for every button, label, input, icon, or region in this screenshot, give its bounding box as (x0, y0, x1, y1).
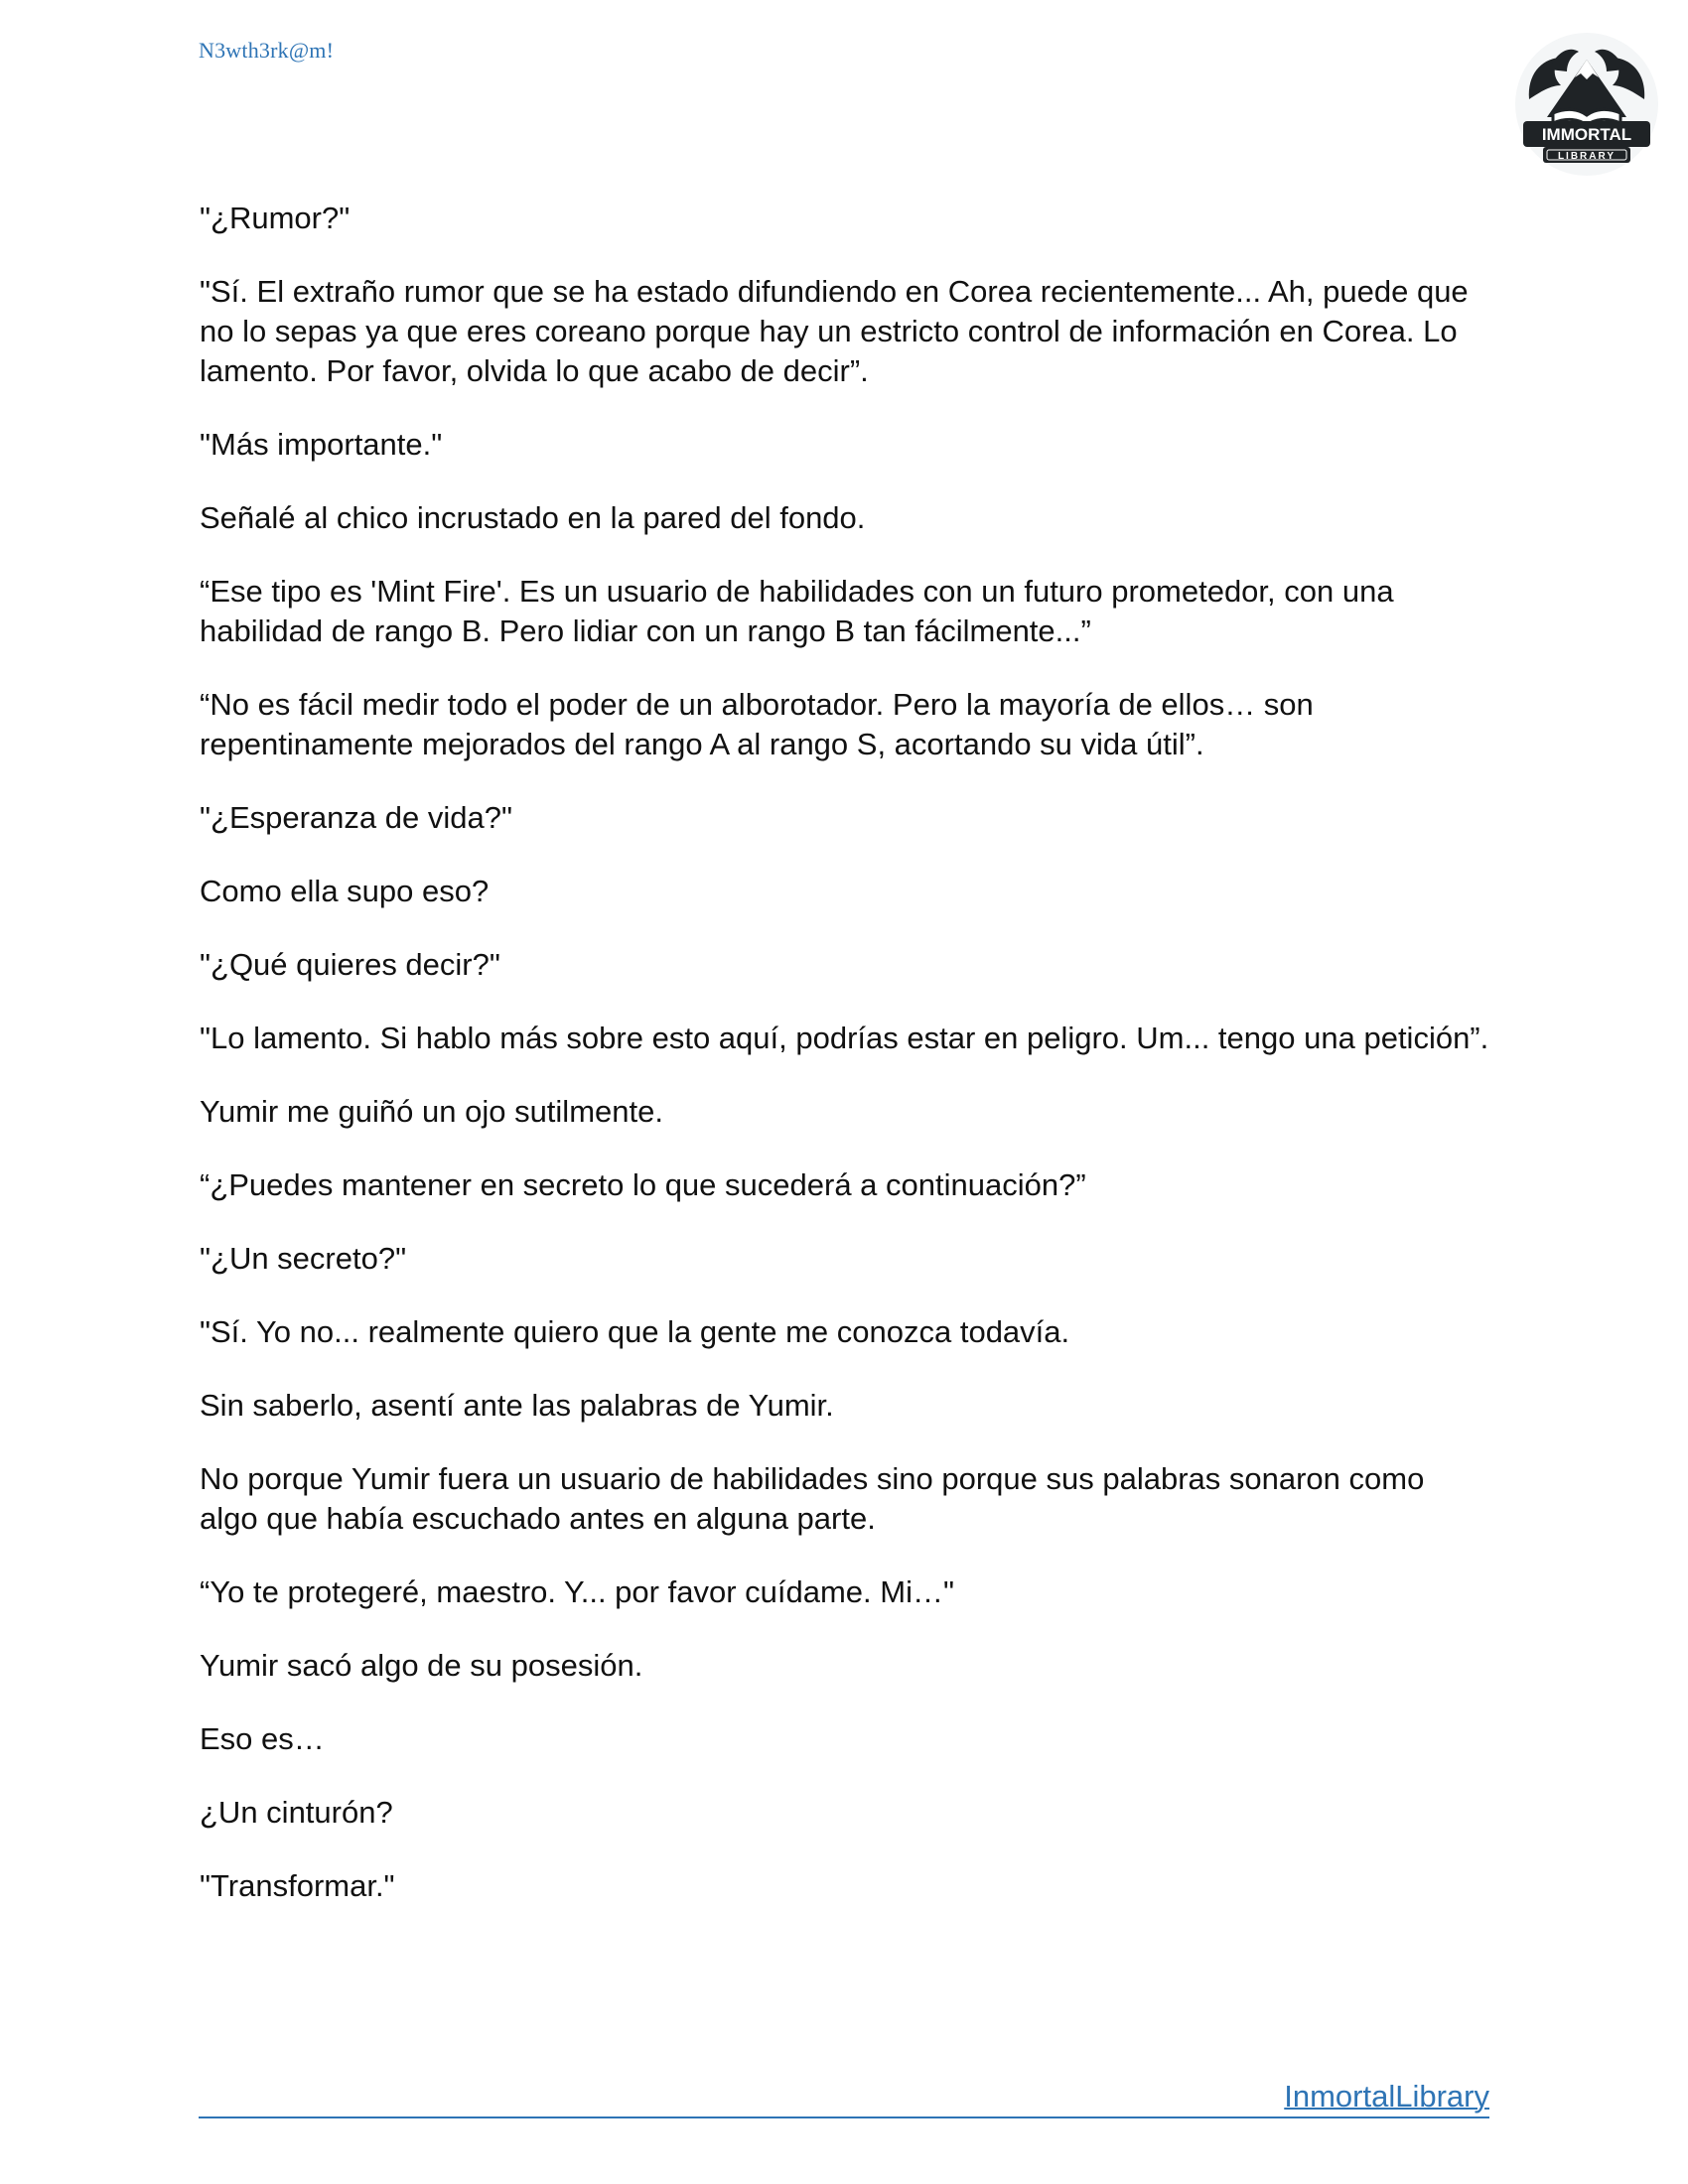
paragraph: "Más importante." (200, 427, 443, 462)
dragon-emblem-icon (1509, 30, 1664, 179)
paragraph: Eso es… (200, 1721, 325, 1756)
paragraph: "¿Un secreto?" (200, 1241, 407, 1276)
paragraph: ¿Un cinturón? (200, 1795, 393, 1830)
paragraph: "¿Qué quieres decir?" (200, 947, 500, 982)
immortal-library-logo (1509, 30, 1664, 179)
paragraph: "¿Esperanza de vida?" (200, 800, 512, 835)
paragraph: “Ese tipo es 'Mint Fire'. Es un usuario de habilidades con un futuro prometedor, con una habilidad de rango B. Pero lidiar con un rango B tan fácilmente...” (200, 574, 1394, 648)
paragraph: "Transformar." (200, 1868, 395, 1903)
paragraph: Como ella supo eso? (200, 874, 490, 908)
paragraph: "Lo lamento. Si hablo más sobre esto aquí, podrías estar en peligro. Um... tengo una petición”. (200, 1021, 1489, 1055)
paragraph: "¿Rumor?" (200, 201, 351, 235)
paragraph: No porque Yumir fuera un usuario de habilidades sino porque sus palabras sonaron como algo que había escuchado antes en alguna parte. (200, 1461, 1425, 1536)
paragraph: Yumir sacó algo de su posesión. (200, 1648, 643, 1683)
paragraph: "Sí. Yo no... realmente quiero que la gente me conozca todavía. (200, 1314, 1070, 1349)
paragraph: Señalé al chico incrustado en la pared del fondo. (200, 500, 866, 535)
header-tag: N3wth3rk@m! (199, 38, 335, 63)
paragraph: "Sí. El extraño rumor que se ha estado difundiendo en Corea recientemente... Ah, puede que no lo sepas ya que eres coreano porque hay un estricto control de información en Corea. Lo lamento. Por favor, olvida lo que acabo de decir”. (200, 274, 1469, 388)
logo-line2: LIBRARY (1557, 151, 1617, 162)
paragraph: “No es fácil medir todo el poder de un alborotador. Pero la mayoría de ellos… son repentinamente mejorados del rango A al rango S, acortando su vida útil”. (200, 687, 1314, 761)
paragraph: Yumir me guiñó un ojo sutilmente. (200, 1094, 663, 1129)
paragraph: “Yo te protegeré, maestro. Y... por favor cuídame. Mi…" (200, 1574, 954, 1609)
footer-link[interactable]: InmortalLibrary (1284, 2079, 1489, 2114)
paragraph: “¿Puedes mantener en secreto lo que sucederá a continuación?” (200, 1167, 1086, 1202)
document-body (200, 199, 1490, 1940)
paragraph: Sin saberlo, asentí ante las palabras de Yumir. (200, 1388, 834, 1423)
footer-rule (199, 2077, 1489, 2118)
logo-line1: IMMORTAL (1541, 125, 1632, 144)
